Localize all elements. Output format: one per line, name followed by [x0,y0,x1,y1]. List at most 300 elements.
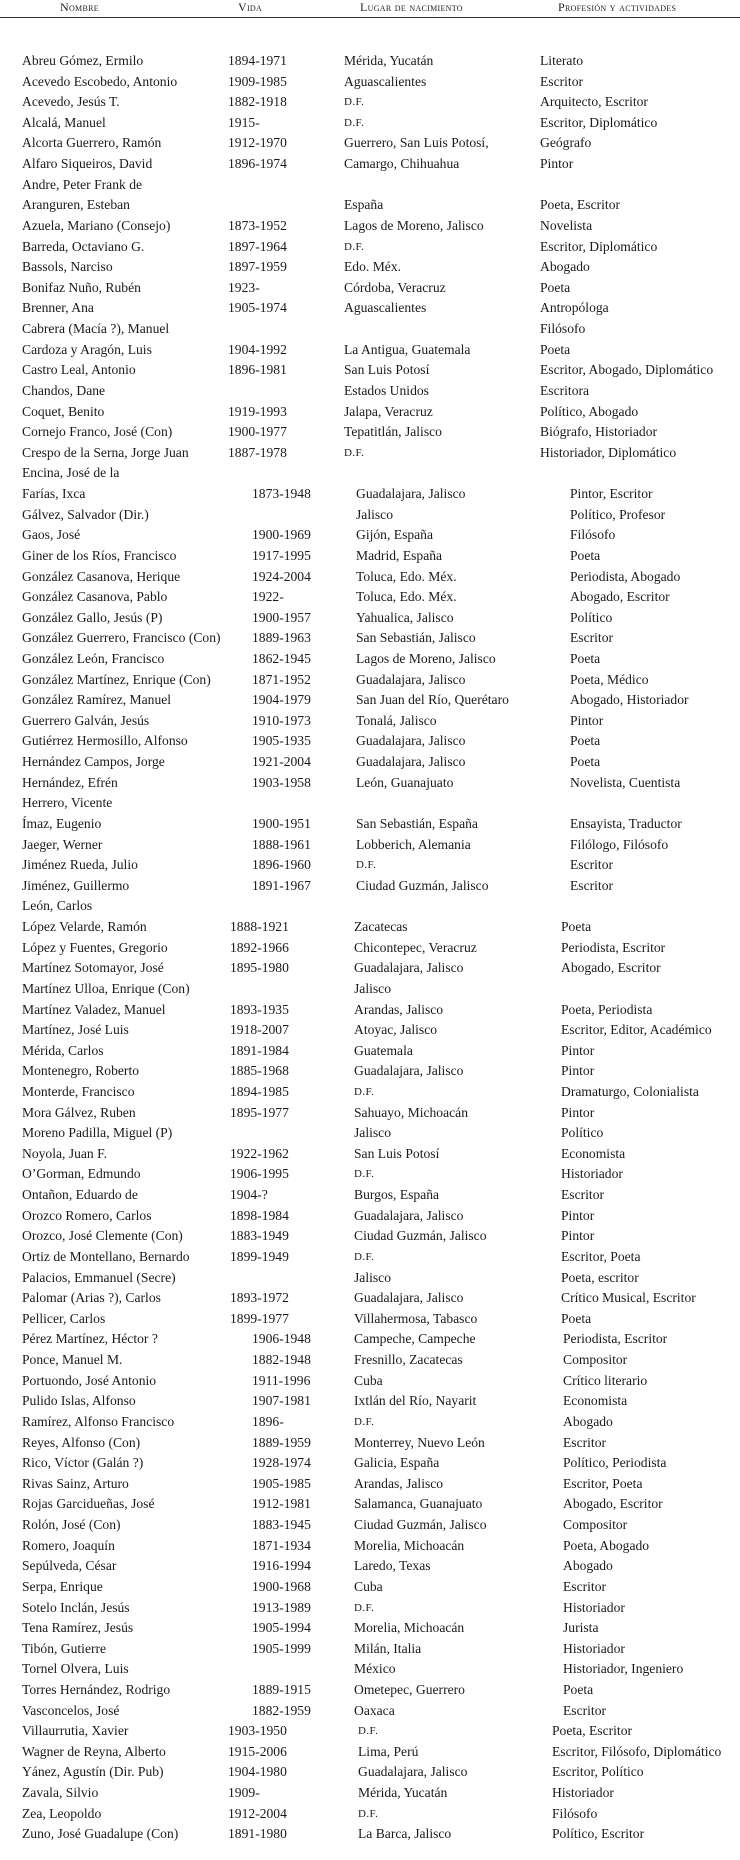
cell-vida: 1924-2004 [252,569,311,584]
cell-nombre: Jiménez, Guillermo [22,878,130,893]
cell-profesion: Poeta [561,1311,592,1326]
cell-nombre: Alcorta Guerrero, Ramón [22,135,162,150]
cell-profesion: Poeta, Abogado [563,1538,650,1553]
cell-vida: 1907-1981 [252,1393,311,1408]
cell-lugar: Fresnillo, Zacatecas [354,1352,463,1367]
header-rule [0,17,740,18]
cell-profesion: Pintor [561,1043,595,1058]
cell-profesion: Poeta, Escritor [540,197,621,212]
cell-vida: 1871-1952 [252,672,311,687]
cell-nombre: Sotelo Inclán, Jesús [22,1600,130,1615]
cell-profesion: Poeta [570,548,601,563]
cell-lugar: Tepatitlán, Jalisco [344,424,442,439]
cell-vida: 1903-1950 [228,1723,287,1738]
cell-profesion: Abogado, Escritor [570,589,670,604]
cell-lugar: Salamanca, Guanajuato [354,1496,483,1511]
cell-lugar: D.F. [354,1602,375,1614]
cell-nombre: Moreno Padilla, Miguel (P) [22,1125,173,1140]
cell-lugar: Ixtlán del Río, Nayarit [354,1393,477,1408]
cell-profesion: Escritora [540,383,590,398]
cell-lugar: Lagos de Moreno, Jalisco [344,218,484,233]
cell-nombre: Martínez Valadez, Manuel [22,1002,166,1017]
cell-nombre: Zuno, José Guadalupe (Con) [22,1826,179,1841]
cell-lugar: Madrid, España [356,548,443,563]
cell-nombre: Portuondo, José Antonio [22,1373,157,1388]
cell-lugar: Morelia, Michoacán [354,1538,465,1553]
cell-profesion: Poeta [561,919,592,934]
cell-profesion: Poeta [570,733,601,748]
cell-nombre: Farías, Ixca [22,486,86,501]
cell-nombre: Pellicer, Carlos [22,1311,106,1326]
cell-nombre: Romero, Joaquín [22,1538,115,1553]
cell-vida: 1912-1970 [228,135,287,150]
cell-lugar: San Luis Potosí [344,362,430,377]
cell-nombre: Yánez, Agustín (Dir. Pub) [22,1764,164,1779]
cell-nombre: Tibón, Gutierre [22,1641,107,1656]
cell-profesion: Novelista, Cuentista [570,775,681,790]
cell-vida: 1882-1959 [252,1703,311,1718]
cell-nombre: Encina, José de la [22,465,120,480]
cell-nombre: Ortiz de Montellano, Bernardo [22,1249,190,1264]
cell-profesion: Escritor [540,74,584,89]
cell-lugar: Tonalá, Jalisco [356,713,437,728]
cell-nombre: Reyes, Alfonso (Con) [22,1435,141,1450]
cell-lugar: Ciudad Guzmán, Jalisco [356,878,489,893]
cell-lugar: Jalapa, Veracruz [344,404,433,419]
cell-profesion: Compositor [563,1517,628,1532]
cell-profesion: Pintor [561,1105,595,1120]
cell-nombre: Acevedo, Jesús T. [22,94,120,109]
cell-profesion: Crítico literario [563,1373,648,1388]
cell-lugar: Toluca, Edo. Méx. [356,589,457,604]
cell-nombre: Cornejo Franco, José (Con) [22,424,173,439]
cell-lugar: Chicontepec, Veracruz [354,940,477,955]
cell-profesion: Geógrafo [540,135,592,150]
cell-profesion: Pintor [561,1208,595,1223]
cell-vida: 1900-1977 [228,424,287,439]
cell-vida: 1911-1996 [252,1373,311,1388]
cell-profesion: Historiador, Ingeniero [563,1661,684,1676]
cell-nombre: Alcalá, Manuel [22,115,106,130]
cell-lugar: D.F. [354,1168,375,1180]
cell-profesion: Pintor [561,1063,595,1078]
cell-lugar: Arandas, Jalisco [354,1002,444,1017]
cell-nombre: Rivas Sainz, Arturo [22,1476,129,1491]
cell-nombre: Palomar (Arias ?), Carlos [22,1290,161,1305]
cell-lugar: Yahualica, Jalisco [356,610,454,625]
cell-lugar: Mérida, Yucatán [344,53,434,68]
cell-nombre: Zavala, Silvio [22,1785,99,1800]
cell-vida: 1909- [228,1785,260,1800]
cell-vida: 1899-1949 [230,1249,289,1264]
cell-lugar: Atoyac, Jalisco [354,1022,438,1037]
cell-profesion: Antropóloga [540,300,609,315]
cell-lugar: D.F. [354,1416,375,1428]
cell-profesion: Escritor, Poeta [563,1476,643,1491]
cell-profesion: Político, Abogado [540,404,639,419]
cell-profesion: Escritor, Diplomático [540,239,658,254]
cell-nombre: Mérida, Carlos [22,1043,104,1058]
cell-profesion: Escritor [570,630,614,645]
cell-nombre: González Gallo, Jesús (P) [22,610,163,625]
cell-nombre: Guerrero Galván, Jesús [22,713,150,728]
cell-vida: 1889-1915 [252,1682,311,1697]
cell-lugar: Toluca, Edo. Méx. [356,569,457,584]
cell-nombre: Monterde, Francisco [22,1084,135,1099]
cell-nombre: Coquet, Benito [22,404,105,419]
cell-profesion: Poeta, escritor [561,1270,639,1285]
cell-lugar: D.F. [358,1725,379,1737]
cell-nombre: Chandos, Dane [22,383,106,398]
cell-nombre: Villaurrutia, Xavier [22,1723,129,1738]
cell-vida: 1873-1952 [228,218,287,233]
cell-lugar: Sahuayo, Michoacán [354,1105,469,1120]
cell-nombre: González Guerrero, Francisco (Con) [22,630,221,645]
cell-vida: 1893-1972 [230,1290,289,1305]
cell-lugar: Ciudad Guzmán, Jalisco [354,1517,487,1532]
cell-lugar: México [354,1661,396,1676]
cell-vida: 1896-1981 [228,362,287,377]
cell-profesion: Pintor [561,1228,595,1243]
cell-profesion: Escritor, Abogado, Diplomático [540,362,714,377]
cell-lugar: Laredo, Texas [354,1558,431,1573]
cell-lugar: La Barca, Jalisco [358,1826,452,1841]
cell-vida: 1905-1935 [252,733,311,748]
cell-profesion: Político [570,610,613,625]
cell-profesion: Filólogo, Filósofo [570,837,669,852]
cell-lugar: Guadalajara, Jalisco [356,733,466,748]
cell-profesion: Escritor [570,878,614,893]
cell-vida: 1889-1963 [252,630,311,645]
cell-vida: 1922- [252,589,284,604]
cell-nombre: Torres Hernández, Rodrigo [22,1682,171,1697]
cell-vida: 1893-1935 [230,1002,289,1017]
cell-lugar: Jalisco [354,1125,391,1140]
cell-nombre: Abreu Gómez, Ermilo [22,53,144,68]
cell-nombre: Orozco, José Clemente (Con) [22,1228,183,1243]
cell-vida: 1906-1948 [252,1331,311,1346]
cell-vida: 1905-1974 [228,300,287,315]
cell-nombre: Barreda, Octaviano G. [22,239,145,254]
cell-nombre: Azuela, Mariano (Consejo) [22,218,171,233]
cell-profesion: Historiador [552,1785,614,1800]
cell-lugar: Cuba [354,1373,383,1388]
cell-nombre: O’Gorman, Edmundo [22,1166,141,1181]
cell-profesion: Filósofo [552,1806,598,1821]
cell-profesion: Político, Escritor [552,1826,645,1841]
cell-profesion: Poeta, Periodista [561,1002,653,1017]
cell-vida: 1912-1981 [252,1496,311,1511]
cell-profesion: Abogado, Escritor [561,960,661,975]
cell-profesion: Historiador [561,1166,623,1181]
cell-vida: 1900-1951 [252,816,311,831]
cell-nombre: Bonifaz Nuño, Rubén [22,280,141,295]
cell-profesion: Jurista [563,1620,599,1635]
cell-profesion: Escritor [561,1187,605,1202]
cell-lugar: Edo. Méx. [344,259,402,274]
cell-nombre: Serpa, Enrique [22,1579,103,1594]
cell-vida: 1883-1945 [252,1517,311,1532]
cell-nombre: Wagner de Reyna, Alberto [22,1744,166,1759]
cell-vida: 1918-2007 [230,1022,289,1037]
cell-profesion: Escritor [563,1579,607,1594]
cell-vida: 1873-1948 [252,486,311,501]
cell-nombre: Sepúlveda, César [22,1558,117,1573]
cell-lugar: D.F. [344,447,365,459]
cell-vida: 1900-1957 [252,610,311,625]
cell-nombre: Aranguren, Esteban [22,197,130,212]
cell-profesion: Pintor [540,156,574,171]
cell-vida: 1899-1977 [230,1311,289,1326]
cell-profesion: Dramaturgo, Colonialista [561,1084,699,1099]
cell-profesion: Escritor [563,1435,607,1450]
cell-profesion: Poeta [540,280,571,295]
cell-nombre: Martínez Sotomayor, José [22,960,164,975]
cell-profesion: Literato [540,53,584,68]
cell-profesion: Abogado [563,1414,613,1429]
cell-vida: 1871-1934 [252,1538,311,1553]
cell-lugar: Galicia, España [354,1455,440,1470]
cell-nombre: Martínez, José Luis [22,1022,129,1037]
cell-profesion: Pintor, Escritor [570,486,653,501]
cell-vida: 1909-1985 [228,74,287,89]
cell-profesion: Escritor, Filósofo, Diplomático [552,1744,722,1759]
cell-profesion: Escritor [570,857,614,872]
cell-lugar: San Sebastián, España [356,816,478,831]
cell-lugar: Zacatecas [354,919,408,934]
cell-vida: 1913-1989 [252,1600,311,1615]
cell-lugar: D.F. [356,859,377,871]
cell-vida: 1887-1978 [228,445,287,460]
cell-profesion: Escritor, Político [552,1764,644,1779]
cell-profesion: Ensayista, Traductor [570,816,682,831]
cell-lugar: Guerrero, San Luis Potosí, [344,135,489,150]
cell-profesion: Político [561,1125,604,1140]
cell-nombre: Jaeger, Werner [22,837,103,852]
cell-profesion: Economista [563,1393,628,1408]
cell-nombre: López Velarde, Ramón [22,919,147,934]
cell-vida: 1904-1979 [252,692,311,707]
cell-vida: 1921-2004 [252,754,311,769]
cell-vida: 1912-2004 [228,1806,287,1821]
cell-profesion: Filósofo [570,527,616,542]
cell-vida: 1896-1974 [228,156,287,171]
cell-profesion: Arquitecto, Escritor [540,94,648,109]
cell-lugar: Córdoba, Veracruz [344,280,446,295]
cell-lugar: Cuba [354,1579,383,1594]
cell-lugar: Oaxaca [354,1703,395,1718]
cell-profesion: Biógrafo, Historiador [540,424,658,439]
header-lugar: Lugar de nacimiento [360,0,463,14]
cell-vida: 1891-1984 [230,1043,289,1058]
cell-nombre: Martínez Ulloa, Enrique (Con) [22,981,190,996]
cell-vida: 1883-1949 [230,1228,289,1243]
cell-vida: 1862-1945 [252,651,311,666]
cell-vida: 1917-1995 [252,548,311,563]
cell-nombre: Hernández, Efrén [22,775,118,790]
cell-nombre: Rolón, José (Con) [22,1517,121,1532]
cell-lugar: Lobberich, Alemania [356,837,471,852]
cell-nombre: Vasconcelos, José [22,1703,120,1718]
cell-profesion: Escritor, Diplomático [540,115,658,130]
cell-lugar: San Luis Potosí [354,1146,440,1161]
cell-profesion: Abogado [540,259,590,274]
cell-nombre: López y Fuentes, Gregorio [22,940,168,955]
cell-vida: 1906-1995 [230,1166,289,1181]
cell-nombre: Ímaz, Eugenio [22,816,102,831]
cell-vida: 1896-1960 [252,857,311,872]
cell-lugar: D.F. [354,1251,375,1263]
cell-vida: 1928-1974 [252,1455,311,1470]
cell-lugar: Guadalajara, Jalisco [354,1208,464,1223]
cell-profesion: Novelista [540,218,593,233]
cell-lugar: D.F. [344,241,365,253]
cell-nombre: Tena Ramírez, Jesús [22,1620,134,1635]
cell-profesion: Historiador, Diplomático [540,445,677,460]
cell-lugar: San Juan del Río, Querétaro [356,692,509,707]
cell-lugar: Aguascalientes [344,300,427,315]
cell-vida: 1905-1999 [252,1641,311,1656]
cell-nombre: Herrero, Vicente [22,795,113,810]
cell-profesion: Historiador [563,1641,625,1656]
cell-lugar: Aguascalientes [344,74,427,89]
cell-nombre: Noyola, Juan F. [22,1146,108,1161]
cell-profesion: Político, Profesor [570,507,666,522]
cell-nombre: Zea, Leopoldo [22,1806,102,1821]
cell-nombre: Gutiérrez Hermosillo, Alfonso [22,733,188,748]
cell-vida: 1888-1921 [230,919,289,934]
cell-nombre: Alfaro Siqueiros, David [22,156,153,171]
cell-lugar: Ciudad Guzmán, Jalisco [354,1228,487,1243]
cell-lugar: Lima, Perú [358,1744,419,1759]
cell-vida: 1919-1993 [228,404,287,419]
cell-lugar: La Antigua, Guatemala [344,342,471,357]
header-profesion: Profesión y actividades [558,0,677,14]
cell-vida: 1915- [228,115,260,130]
cell-nombre: Bassols, Narciso [22,259,113,274]
cell-lugar: Guadalajara, Jalisco [358,1764,468,1779]
cell-vida: 1923- [228,280,260,295]
cell-vida: 1897-1959 [228,259,287,274]
cell-nombre: Pulido Islas, Alfonso [22,1393,136,1408]
cell-vida: 1888-1961 [252,837,311,852]
cell-vida: 1882-1918 [228,94,287,109]
cell-nombre: González Casanova, Pablo [22,589,168,604]
cell-lugar: Jalisco [356,507,393,522]
cell-profesion: Escritor, Poeta [561,1249,641,1264]
cell-nombre: Castro Leal, Antonio [22,362,136,377]
cell-lugar: León, Guanajuato [356,775,454,790]
cell-profesion: Periodista, Escritor [561,940,666,955]
cell-nombre: Brenner, Ana [22,300,94,315]
cell-nombre: Andre, Peter Frank de [22,177,143,192]
cell-profesion: Abogado [563,1558,613,1573]
cell-profesion: Poeta [563,1682,594,1697]
cell-nombre: León, Carlos [22,898,93,913]
cell-nombre: Acevedo Escobedo, Antonio [22,74,178,89]
cell-lugar: Milán, Italia [354,1641,422,1656]
cell-lugar: Estados Unidos [344,383,429,398]
cell-vida: 1905-1985 [252,1476,311,1491]
cell-vida: 1915-2006 [228,1744,287,1759]
cell-nombre: Crespo de la Serna, Jorge Juan [22,445,189,460]
cell-lugar: Campeche, Campeche [354,1331,476,1346]
cell-lugar: D.F. [358,1808,379,1820]
cell-lugar: Guadalajara, Jalisco [354,1063,464,1078]
cell-profesion: Escritor, Editor, Académico [561,1022,712,1037]
cell-vida: 1900-1969 [252,527,311,542]
cell-vida: 1889-1959 [252,1435,311,1450]
cell-profesion: Compositor [563,1352,628,1367]
cell-nombre: Montenegro, Roberto [22,1063,140,1078]
cell-lugar: San Sebastián, Jalisco [356,630,476,645]
cell-nombre: Cabrera (Macía ?), Manuel [22,321,170,336]
cell-lugar: Burgos, España [354,1187,440,1202]
cell-vida: 1892-1966 [230,940,289,955]
cell-lugar: Guadalajara, Jalisco [354,960,464,975]
cell-nombre: Rojas Garcidueñas, José [22,1496,155,1511]
cell-vida: 1895-1977 [230,1105,289,1120]
cell-profesion: Abogado, Historiador [570,692,689,707]
cell-vida: 1894-1985 [230,1084,289,1099]
cell-lugar: Mérida, Yucatán [358,1785,448,1800]
cell-vida: 1895-1980 [230,960,289,975]
cell-vida: 1885-1968 [230,1063,289,1078]
cell-nombre: Cardoza y Aragón, Luis [22,342,152,357]
cell-lugar: Gijón, España [356,527,434,542]
cell-vida: 1905-1994 [252,1620,311,1635]
cell-vida: 1910-1973 [252,713,311,728]
cell-lugar: Arandas, Jalisco [354,1476,444,1491]
cell-lugar: Camargo, Chihuahua [344,156,460,171]
cell-vida: 1897-1964 [228,239,287,254]
cell-lugar: D.F. [344,117,365,129]
cell-profesion: Historiador [563,1600,625,1615]
cell-vida: 1904-1980 [228,1764,287,1779]
cell-nombre: González Martínez, Enrique (Con) [22,672,211,687]
cell-vida: 1922-1962 [230,1146,289,1161]
cell-nombre: Tornel Olvera, Luis [22,1661,129,1676]
cell-profesion: Escritor [563,1703,607,1718]
cell-vida: 1891-1967 [252,878,311,893]
cell-lugar: Jalisco [354,981,391,996]
cell-nombre: González León, Francisco [22,651,165,666]
cell-profesion: Filósofo [540,321,586,336]
cell-lugar: Jalisco [354,1270,391,1285]
cell-lugar: Morelia, Michoacán [354,1620,465,1635]
cell-profesion: Poeta, Médico [570,672,649,687]
cell-lugar: Ometepec, Guerrero [354,1682,465,1697]
cell-vida: 1882-1948 [252,1352,311,1367]
cell-lugar: Monterrey, Nuevo León [354,1435,485,1450]
cell-profesion: Economista [561,1146,626,1161]
cell-lugar: Guadalajara, Jalisco [356,672,466,687]
cell-lugar: Lagos de Moreno, Jalisco [356,651,496,666]
cell-nombre: Orozco Romero, Carlos [22,1208,152,1223]
cell-nombre: Ontañon, Eduardo de [22,1187,138,1202]
cell-nombre: Mora Gálvez, Ruben [22,1105,136,1120]
cell-nombre: Ramírez, Alfonso Francisco [22,1414,175,1429]
cell-profesion: Político, Periodista [563,1455,667,1470]
cell-vida: 1904-? [230,1187,268,1202]
cell-profesion: Poeta [570,754,601,769]
cell-profesion: Abogado, Escritor [563,1496,663,1511]
cell-lugar: D.F. [354,1086,375,1098]
cell-vida: 1891-1980 [228,1826,287,1841]
cell-lugar: D.F. [344,96,365,108]
cell-profesion: Periodista, Abogado [570,569,681,584]
cell-nombre: Ponce, Manuel M. [22,1352,123,1367]
